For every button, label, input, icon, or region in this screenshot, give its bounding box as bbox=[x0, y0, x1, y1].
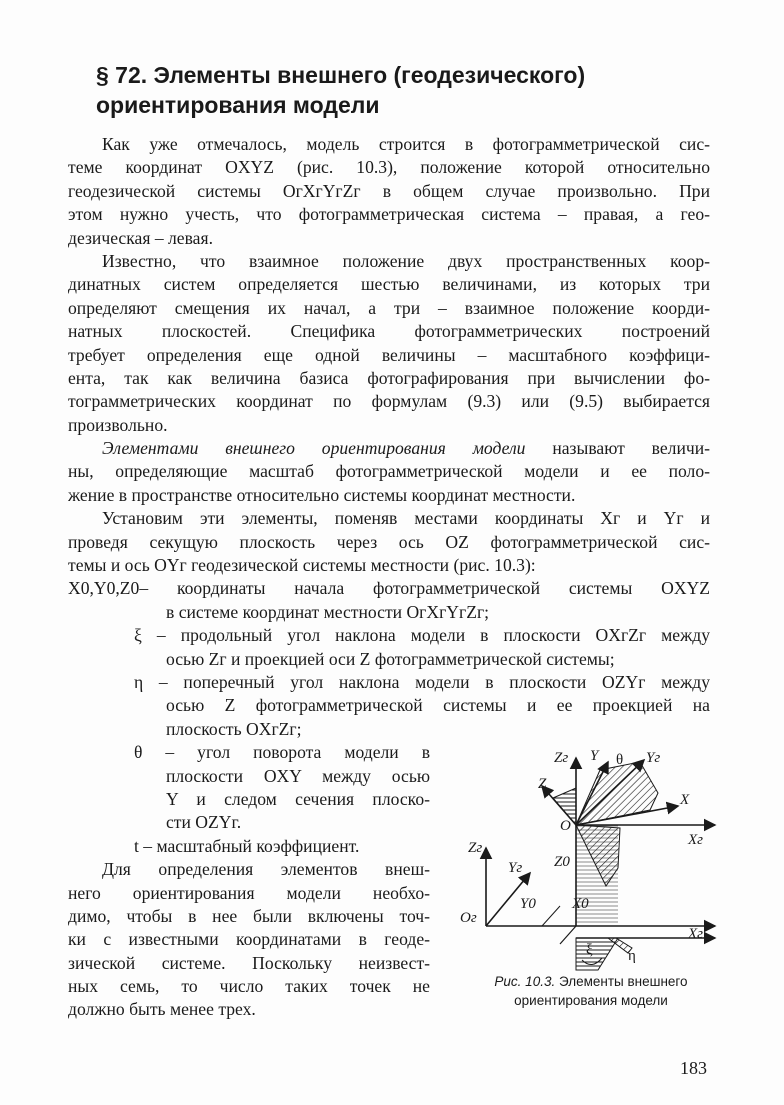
definition-xi-cont: осью Zг и проекцией оси Z фотограмметрической системы; bbox=[166, 648, 615, 669]
definition-eta: η – поперечный угол наклона модели в плоскости OZYг между bbox=[134, 671, 710, 692]
text-line: тограмметрических координат по формулам (9.3) или (9.5) выбирается bbox=[68, 391, 710, 412]
text-line: проведя секущую плоскость через ось OZ фотограмметрической сис- bbox=[68, 531, 710, 552]
text-line: Как уже отмечалось, модель строится в фотограмметрической сис- bbox=[102, 134, 710, 154]
text-line: Известно, что взаимное положение двух пространственных коор- bbox=[102, 250, 710, 271]
text-line: определяют смещения их начал, а три – взаимное положение коорди- bbox=[68, 297, 710, 318]
caption-text: Элементы внешнего bbox=[555, 974, 688, 989]
text-line: Для определения элементов внеш- bbox=[102, 859, 430, 880]
caption-line-2: ориентирования модели bbox=[514, 993, 668, 1008]
label-y-top: Y bbox=[590, 748, 599, 764]
label-xi: ξ bbox=[586, 942, 593, 958]
definition-theta-cont: плоскости OXY между осью bbox=[166, 765, 430, 786]
text-fragment: называют величи- bbox=[525, 438, 710, 459]
label-eta: η bbox=[628, 948, 636, 964]
label-x: X bbox=[680, 792, 690, 808]
label-yg-top: Yг bbox=[646, 750, 661, 766]
label-zg-top: Zг bbox=[554, 750, 569, 766]
text-line: него ориентирования модели необхо- bbox=[68, 882, 430, 903]
label-theta: θ bbox=[616, 752, 624, 768]
text-line: теме координат OXYZ (рис. 10.3), положение которой относительно bbox=[68, 157, 710, 178]
text-line: ки с известными координатами в геоде- bbox=[68, 929, 430, 950]
sector-plane bbox=[576, 762, 658, 825]
label-y0: Y0 bbox=[520, 896, 536, 912]
text-line: произвольно. bbox=[68, 414, 168, 435]
text-line bbox=[68, 437, 710, 460]
label-xg-bottom: Xг bbox=[688, 926, 704, 942]
definition-x0: X0,Y0,Z0– координаты начала фотограмметрической системы OXYZ bbox=[68, 578, 710, 599]
text-line: требует определения еще одной величины – масштабного коэффици- bbox=[68, 344, 710, 365]
y0-line bbox=[542, 906, 560, 926]
emphasis-term: Элементами внешнего ориентирования модели bbox=[102, 438, 526, 459]
section-heading bbox=[96, 60, 716, 120]
heading-line-2: ориентирования модели bbox=[96, 92, 380, 118]
text-line: темы и ось OYг геодезической системы местности (рис. 10.3): bbox=[68, 555, 536, 576]
text-line: должно быть менее трех. bbox=[68, 999, 256, 1020]
label-z: Z bbox=[538, 776, 547, 792]
text-line: ны, определяющие масштаб фотограмметрической модели и ее поло- bbox=[68, 461, 710, 482]
definition-eta-cont: плоскость OXгZг; bbox=[166, 718, 302, 739]
text-line: зической системе. Поскольку неизвест- bbox=[68, 952, 430, 973]
definition-x0-cont: в системе координат местности OгXгYгZг; bbox=[166, 601, 490, 622]
xi-sector bbox=[576, 938, 618, 970]
heading-line-1: § 72. Элементы внешнего (геодезического) bbox=[96, 62, 586, 88]
label-zg-left: Zг bbox=[468, 840, 483, 856]
label-z0: Z0 bbox=[554, 854, 570, 870]
definition-theta: θ – угол поворота модели в bbox=[134, 742, 430, 763]
definition-xi: ξ – продольный угол наклона модели в плоскости OXгZг между bbox=[134, 625, 710, 646]
text-line: натных плоскостей. Специфика фотограмметрических построений bbox=[68, 321, 710, 342]
page-number: 183 bbox=[680, 1058, 707, 1078]
label-yg-left: Yг bbox=[508, 860, 523, 876]
label-og: Oг bbox=[460, 910, 477, 926]
text-line: этом нужно учесть, что фотограмметрическая система – правая, а гео- bbox=[68, 204, 710, 225]
text-line: димо, чтобы в нее были включены точ- bbox=[68, 905, 430, 926]
label-o: O bbox=[560, 818, 571, 834]
definition-theta-cont: сти OZYг. bbox=[166, 812, 242, 833]
caption-line-1 bbox=[466, 972, 716, 991]
text-line: дезическая – левая. bbox=[68, 227, 213, 248]
text-line: ных семь, то число таких точек не bbox=[68, 976, 430, 997]
label-xg-mid: Xг bbox=[688, 832, 704, 848]
definition-t: t – масштабный коэффициент. bbox=[134, 835, 360, 856]
text-line: Установим эти элементы, поменяв местами координаты Xг и Yг и bbox=[102, 508, 710, 529]
text-line: динатных систем определяется шестью величинами, из которых три bbox=[68, 274, 710, 295]
label-x0: X0 bbox=[572, 896, 589, 912]
figure-caption bbox=[466, 972, 716, 1010]
definition-eta-cont: осью Z фотограмметрической системы и ее проекцией на bbox=[166, 695, 710, 716]
text-line: ента, так как величина базиса фотографирования при вычислении фо- bbox=[68, 367, 710, 388]
caption-label: Рис. 10.3. bbox=[494, 974, 556, 989]
text-line: жение в пространстве относительно системы координат местности. bbox=[68, 484, 576, 505]
definition-theta-cont: Y и следом сечения плоско- bbox=[166, 788, 430, 809]
x0-line bbox=[560, 926, 576, 944]
text-line: геодезической системы OгXгYгZг в общем случае произвольно. При bbox=[68, 180, 710, 201]
